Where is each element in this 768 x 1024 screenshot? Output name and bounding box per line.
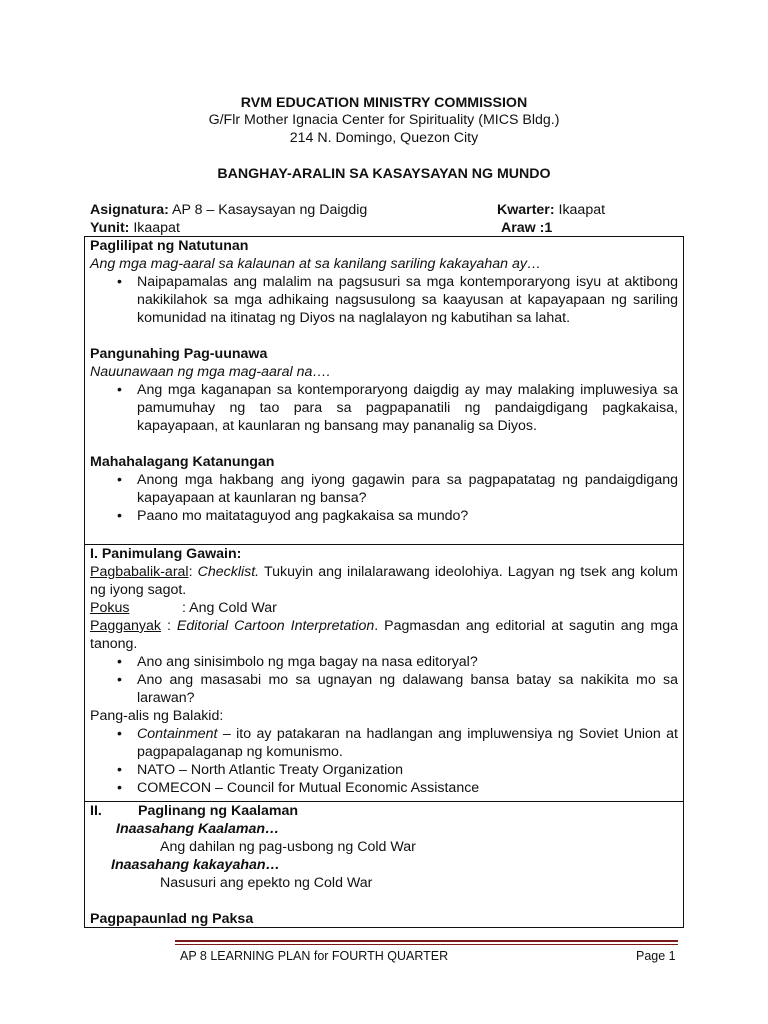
- motivation-list: [90, 653, 678, 707]
- list-item: • COMECON – Council for Mutual Economic Assistance: [117, 780, 480, 796]
- motivation-paragraph: Pagganyak : Editorial Cartoon Interpretation. Pagmasdan ang editorial at sagutin ang mga tanong.: [90, 618, 679, 652]
- list-item: • Naipapamalas ang malalim na pagsusuri sa mga kontemporaryong isyu at aktibong nakikilahok sa mga adhikaing nagsusulong sa kaayusan at kapayapaan ng sariling komunidad na itinatag ng Diyos na naglalayon ng kabutihan sa lahat.: [117, 274, 678, 326]
- understanding-intro: Nauunawaan ng mga mag-aaral na….: [90, 364, 331, 380]
- footer-title: AP 8 LEARNING PLAN for FOURTH QUARTER: [180, 949, 449, 963]
- araw-label: Araw :1: [501, 220, 553, 236]
- obstacle-list: [90, 725, 678, 797]
- knowledge-label: Inaasahang Kaalaman…: [116, 821, 280, 837]
- intro-heading: I. Panimulang Gawain:: [90, 546, 242, 562]
- understanding-list: [90, 381, 678, 435]
- footer-rule: [175, 940, 678, 942]
- kwarter-value: Ikaapat: [554, 202, 606, 218]
- address-line-2: 214 N. Domingo, Quezon City: [289, 130, 479, 146]
- knowledge-text: Ang dahilan ng pag-usbong ng Cold War: [160, 839, 416, 855]
- list-item: • Containment – ito ay patakaran na hadlangan ang impluwensiya ng Soviet Union at pagpapalaganap ng komunismo.: [117, 726, 678, 760]
- questions-list: [90, 471, 678, 525]
- document-title: BANGHAY-ARALIN SA KASAYSAYAN NG MUNDO: [217, 166, 551, 182]
- learning-goals-cell: [84, 236, 684, 544]
- meta-block: [90, 201, 690, 237]
- introductory-activity-cell: [84, 544, 684, 801]
- asignatura-value: AP 8 – Kasaysayan ng Daigdig: [168, 202, 368, 218]
- transfer-intro: Ang mga mag-aaral sa kalaunan at sa kanilang sariling kakayahan ay…: [90, 256, 542, 272]
- review-paragraph: Pagbabalik-aral: Checklist. Tukuyin ang inilalarawang ideolohiya. Lagyan ng tsek ang kolum ng iyong sagot.: [90, 564, 678, 598]
- development-heading: Pagpapaunlad ng Paksa: [90, 911, 254, 927]
- list-item: • Anong mga hakbang ang iyong gagawin para sa pagpapatatag ng pandaigdigang kapayapaan at kaunlaran ng bansa?: [117, 472, 678, 506]
- footer-rule-thin: [175, 944, 678, 945]
- page-number: Page 1: [636, 949, 676, 963]
- meta-row-1: [90, 201, 690, 219]
- asignatura-label: Asignatura:: [90, 202, 169, 218]
- list-item: • Ano ang sinisimbolo ng mga bagay na nasa editoryal?: [117, 654, 478, 670]
- questions-heading: Mahahalagang Katanungan: [90, 454, 275, 470]
- understanding-heading: Pangunahing Pag-uunawa: [90, 346, 268, 362]
- kwarter-label: Kwarter:: [497, 202, 555, 218]
- skill-label: Inaasahang kakayahan…: [111, 857, 280, 873]
- yunit-label: Yunit:: [90, 220, 130, 236]
- list-item: • Ano ang masasabi mo sa ugnayan ng dalawang bansa batay sa nakikita mo sa larawan?: [117, 672, 678, 706]
- transfer-list: [90, 273, 678, 327]
- skill-text: Nasusuri ang epekto ng Cold War: [160, 875, 373, 891]
- list-item: • Ang mga kaganapan sa kontemporaryong daigdig ay may malaking impluwesiya sa pamumuhay ng tao para sa pagpapanatili ng pandaigdigang pagkakaisa, kapayapaan, at kaunlaran ng bansang may pananalig sa Diyos.: [117, 382, 678, 434]
- address-line-1: G/Flr Mother Ignacia Center for Spirituality (MICS Bldg.): [208, 112, 560, 128]
- org-title: RVM EDUCATION MINISTRY COMMISSION: [240, 95, 528, 111]
- list-item: • Paano mo maitataguyod ang pagkakaisa sa mundo?: [117, 508, 469, 524]
- obstacle-label: Pang-alis ng Balakid:: [90, 708, 224, 724]
- section-2-heading: II. Paglinang ng Kaalaman: [90, 803, 299, 819]
- focus-line: Pokus : Ang Cold War: [90, 600, 277, 616]
- knowledge-development-cell: [84, 801, 684, 928]
- yunit-value: Ikaapat: [129, 220, 180, 236]
- list-item: • NATO – North Atlantic Treaty Organization: [117, 762, 403, 778]
- transfer-heading: Paglilipat ng Natutunan: [90, 238, 249, 254]
- meta-row-2: [90, 219, 690, 237]
